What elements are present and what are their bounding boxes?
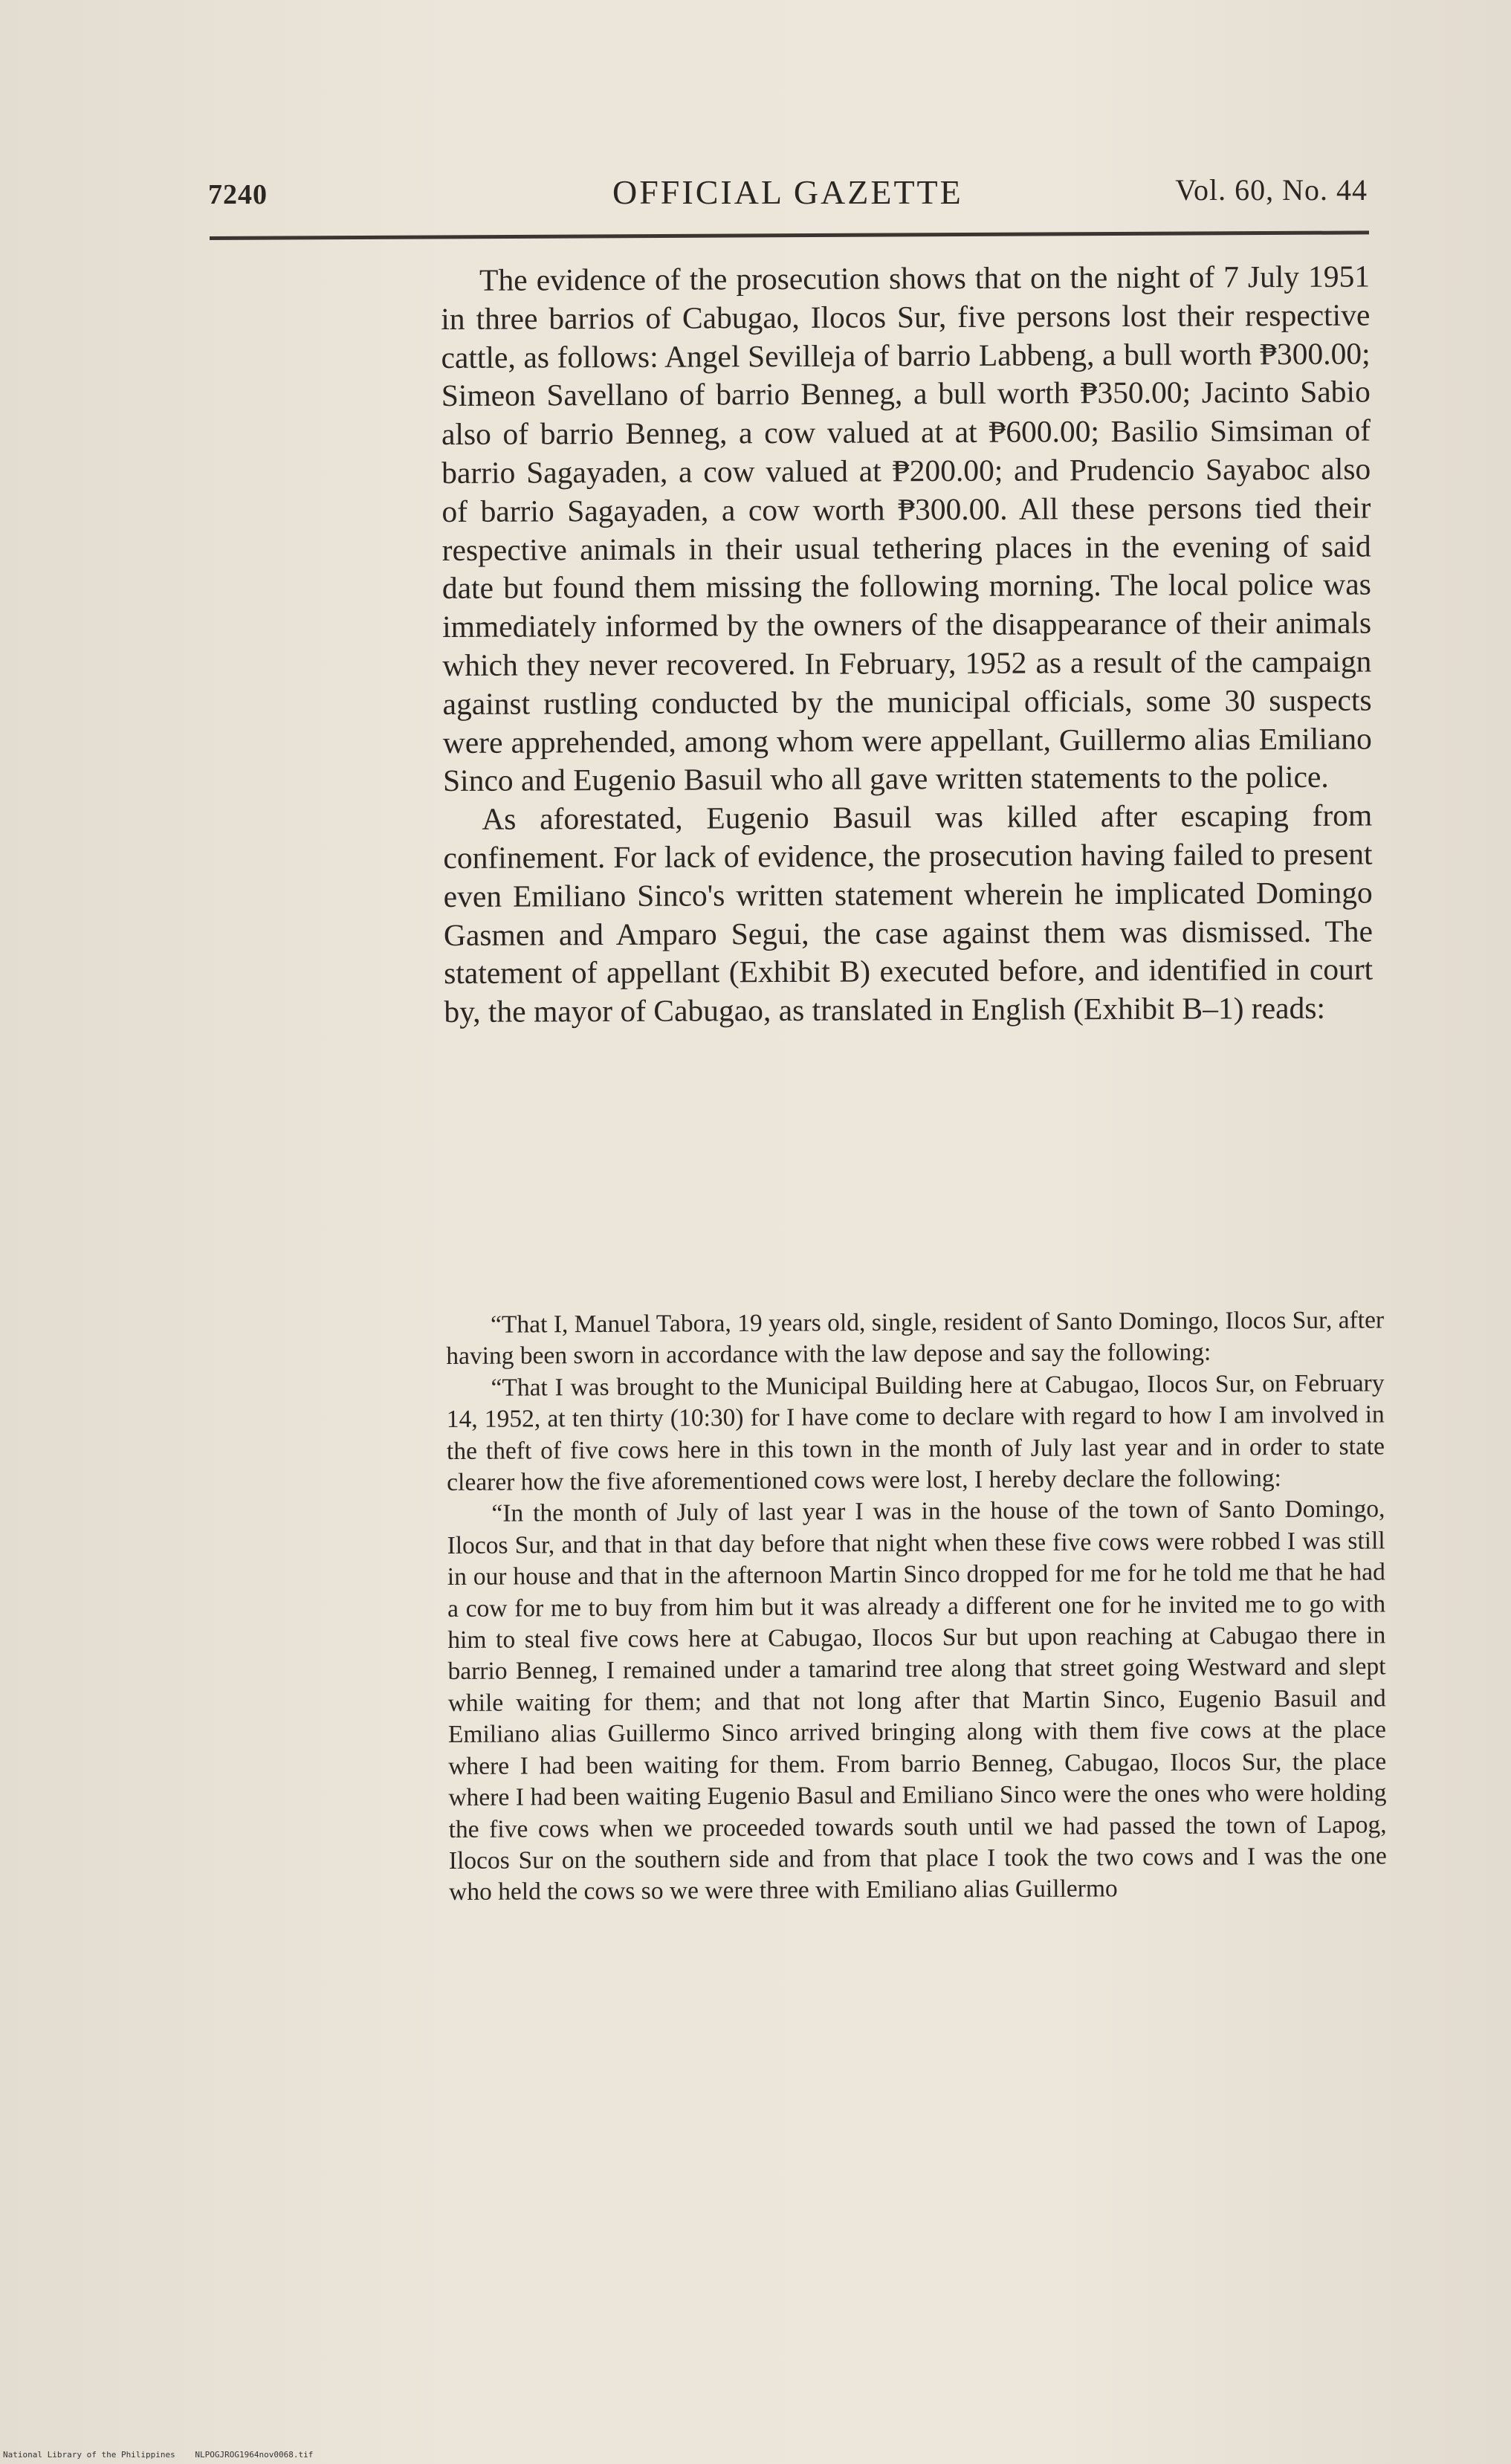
scan-footer: [3, 2450, 328, 2460]
journal-title: OFFICIAL GAZETTE: [612, 173, 963, 211]
header-rule: [210, 230, 1369, 240]
scan-filename: NLPOGJROG1964nov0068.tif: [195, 2450, 314, 2460]
quote-paragraph: “In the month of July of last year I was in the house of the town of Santo Domingo, Ilocos Sur, and that in that day before that night when these five cows were robbed I was still in our house and that in the afternoon Martin Sinco dropped for me for he told me that he had a cow for me to buy from him but it was already a different one for he invited me to go with him to steal five cows here at Cabugao, Ilocos Sur but upon reaching at Cabugao there in barrio Benneg, I remained under a tamarind tree along that street going Westward and slept while waiting for them; and that not long after that Martin Sinco, Eugenio Basuil and Emiliano alias Guillermo Sinco arrived bringing along with them five cows at the place where I had been waiting for them. From barrio Benneg, Cabugao, Ilocos Sur, the place where I had been waiting Eugenio Basul and Emiliano Sinco were the ones who were holding the five cows when we proceeded towards south until we had passed the town of Lapog, Ilocos Sur on the southern side and from that place I took the two cows and I was the one who held the cows so we were three with Emiliano alias Guillermo: [447, 1495, 1387, 1907]
library-credit: National Library of the Philippines: [3, 2450, 175, 2460]
quote-paragraph: “That I, Manuel Tabora, 19 years old, single, resident of Santo Domingo, Ilocos Sur, after having been sworn in accordance with the law depose and say the following:: [446, 1306, 1385, 1371]
volume-issue: Vol. 60, No. 44: [1175, 173, 1368, 207]
body-paragraph: The evidence of the prosecution shows that on the night of 7 July 1951 in three barrios of Cabugao, Ilocos Sur, five persons lost their respective cattle, as follows: Angel Sevilleja of barrio Labbeng, a bull worth ₱300.00; Simeon Savellano of barrio Benneg, a bull worth ₱350.00; Jacinto Sabio also of barrio Benneg, a cow valued at at ₱600.00; Basilio Simsiman of barrio Sagayaden, a cow valued at ₱200.00; and Prudencio Sayaboc also of barrio Sagayaden, a cow worth ₱300.00. All these persons tied their respective animals in their usual tethering places in the evening of said date but found them missing the following morning. The local police was immediately informed by the owners of the disappearance of their animals which they never recovered. In February, 1952 as a result of the campaign against rustling conducted by the municipal officials, some 30 suspects were apprehended, among whom were appellant, Guillermo alias Emiliano Sinco and Eugenio Basuil who all gave written statements to the police.: [441, 259, 1372, 798]
page-header: [208, 168, 1368, 220]
quote-paragraph: “That I was brought to the Municipal Building here at Cabugao, Ilocos Sur, on February 14, 1952, at ten thirty (10:30) for I have come to declare with regard to how I am involved in the theft of five cows here in this town in the month of July last year and in order to state clearer how the five aforementioned cows were lost, I hereby declare the following:: [446, 1369, 1385, 1497]
page-number: 7240: [208, 179, 268, 210]
body-paragraph: As aforestated, Eugenio Basuil was killed after escaping from confinement. For lack of evidence, the prosecution having failed to present even Emiliano Sinco's written statement wherein he implicated Domingo Gasmen and Amparo Segui, the case against them was dismissed. The statement of appellant (Exhibit B) executed before, and identified in court by, the mayor of Cabugao, as translated in English (Exhibit B–1) reads:: [443, 798, 1374, 1029]
main-body: [441, 258, 1374, 1032]
quoted-statement: [446, 1304, 1387, 1908]
